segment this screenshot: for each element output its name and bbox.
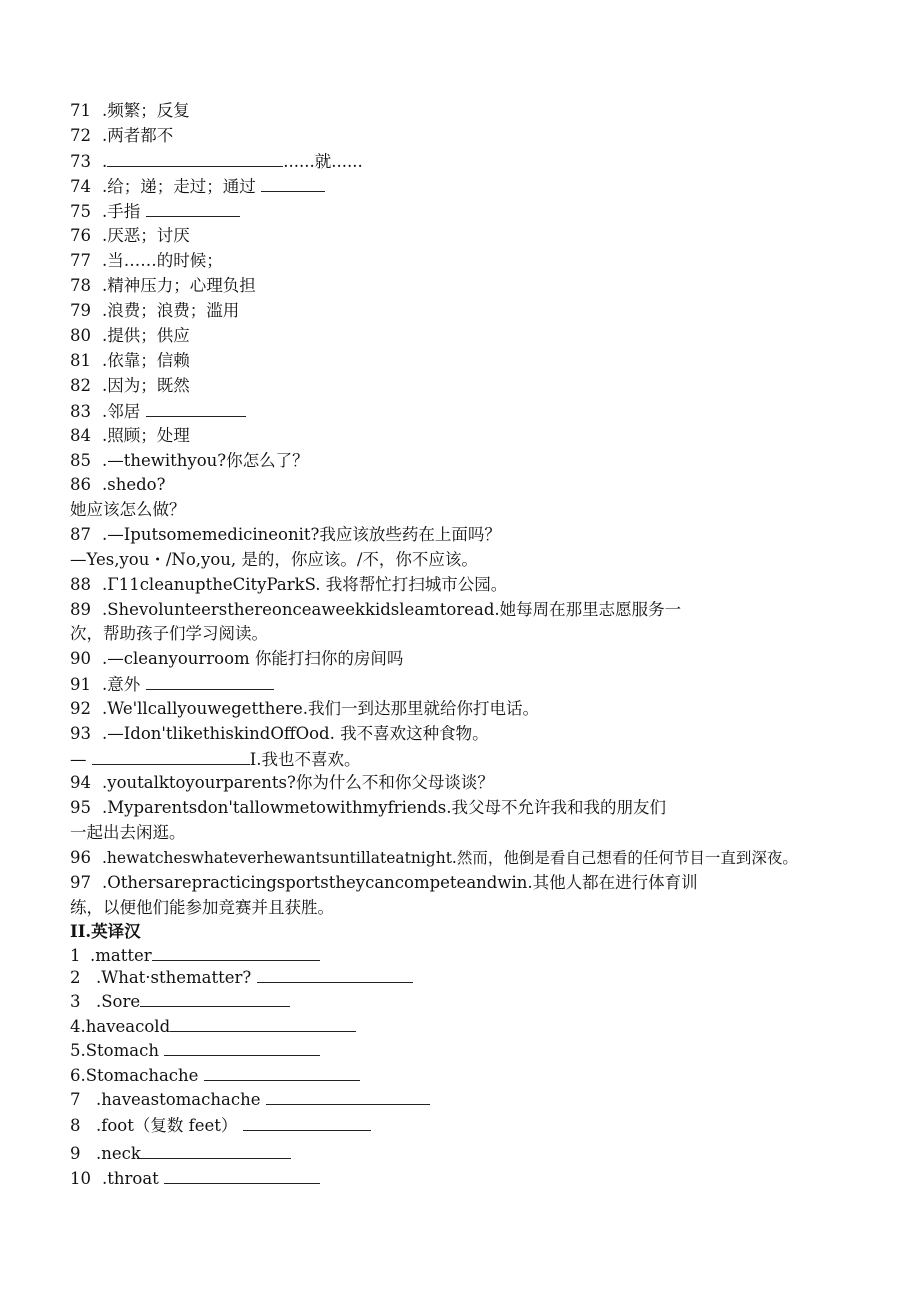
list-item: 96 .hewatcheswhateverhewantsuntillateatnight.然而，他倒是看自己想看的任何节目一直到深夜。 xyxy=(70,848,798,867)
list-item: 95 .Myparentsdon'tallowmetowithmyfriends.我父母不允许我和我的朋友们 xyxy=(70,798,667,817)
list-item: — I.我也不喜欢。 xyxy=(70,750,361,769)
answer-blank[interactable] xyxy=(140,991,290,1007)
list-item: 她应该怎么做？ xyxy=(70,500,186,519)
list-item: 81 .依靠；信赖 xyxy=(70,351,190,370)
list-item: 71 .频繁；反复 xyxy=(70,101,190,120)
list-item: 91 .意外 xyxy=(70,674,274,696)
answer-blank[interactable] xyxy=(266,1089,430,1105)
answer-blank[interactable] xyxy=(164,1168,320,1184)
answer-blank[interactable] xyxy=(92,749,250,765)
list-item: 78 .精神压力；心理负担 xyxy=(70,276,256,295)
answer-blank[interactable] xyxy=(141,1143,291,1159)
list-item: 93 .—Idon'tlikethiskindOffOod. 我不喜欢这种食物。 xyxy=(70,724,489,743)
answer-blank[interactable] xyxy=(146,401,246,417)
list-item: 72 .两者都不 xyxy=(70,126,174,145)
list-item: 86 .shedo? xyxy=(70,475,166,494)
list-item: 90 .—cleanyourroom 你能打扫你的房间吗 xyxy=(70,649,404,668)
list-item: 10 .throat xyxy=(70,1168,320,1190)
list-item: 88 .Γ11cleanuptheCityParkS. 我将帮忙打扫城市公园。 xyxy=(70,575,508,594)
list-item: 73 . ......就...... xyxy=(70,152,363,171)
answer-blank[interactable] xyxy=(261,176,325,192)
answer-blank[interactable] xyxy=(152,945,320,961)
answer-blank[interactable] xyxy=(204,1065,360,1081)
list-item: 6.Stomachache xyxy=(70,1065,360,1087)
answer-blank[interactable] xyxy=(146,674,274,690)
list-item: 92 .We'llcallyouwegetthere.我们一到达那里就给你打电话。 xyxy=(70,699,539,718)
list-item: 85 .—thewithyou?你怎么了？ xyxy=(70,451,309,470)
answer-blank[interactable] xyxy=(257,967,413,983)
answer-blank[interactable] xyxy=(243,1115,371,1131)
list-item: 87 .—Iputsomemedicineonit?我应该放些药在上面吗？ xyxy=(70,525,501,544)
list-item: 89 .Shevolunteersthereonceaweekkidslеamtoread.她每周在那里志愿服务一 xyxy=(70,600,682,619)
answer-blank[interactable] xyxy=(170,1016,356,1032)
list-item: 77 .当……的时候； xyxy=(70,251,223,270)
list-item: 8 .foot（复数 feet） xyxy=(70,1115,371,1137)
list-item: 82 .因为；既然 xyxy=(70,376,190,395)
section-heading: II.英译汉 xyxy=(70,922,141,941)
list-item: 94 .youtalktoyourparents?你为什么不和你父母谈谈？ xyxy=(70,773,494,792)
answer-blank[interactable] xyxy=(164,1040,320,1056)
answer-blank[interactable] xyxy=(146,201,240,217)
list-item: 2 .What·sthematter? xyxy=(70,967,413,989)
list-item: 4.haveacold xyxy=(70,1016,356,1038)
list-item: 74 .给；递；走过；通过 xyxy=(70,176,325,198)
list-item: 1 .matter xyxy=(70,945,320,967)
answer-blank[interactable] xyxy=(107,151,283,167)
list-item: —Yes,you・/No,you, 是的，你应该。/不，你不应该。 xyxy=(70,550,478,569)
list-item: 3 .Sore xyxy=(70,991,290,1013)
list-item: 练，以便他们能参加竞赛并且获胜。 xyxy=(70,898,334,917)
list-item: 76 .厌恶；讨厌 xyxy=(70,226,190,245)
list-item: 84 .照顾；处理 xyxy=(70,426,190,445)
list-item: 75 .手指 xyxy=(70,201,240,223)
list-item: 7 .haveastomachache xyxy=(70,1089,430,1111)
list-item: 97 .Othersarepracticingsportstheycancompeteandwin.其他人都在进行体育训 xyxy=(70,873,698,892)
list-item: 一起出去闲逛。 xyxy=(70,823,186,842)
list-item: 9 .neck xyxy=(70,1143,291,1165)
list-item: 83 .邻居 xyxy=(70,401,246,423)
list-item: 次，帮助孩子们学习阅读。 xyxy=(70,624,268,643)
list-item: 80 .提供；供应 xyxy=(70,326,190,345)
list-item: 5.Stomach xyxy=(70,1040,320,1062)
list-item: 79 .浪费；浪费；滥用 xyxy=(70,301,240,320)
